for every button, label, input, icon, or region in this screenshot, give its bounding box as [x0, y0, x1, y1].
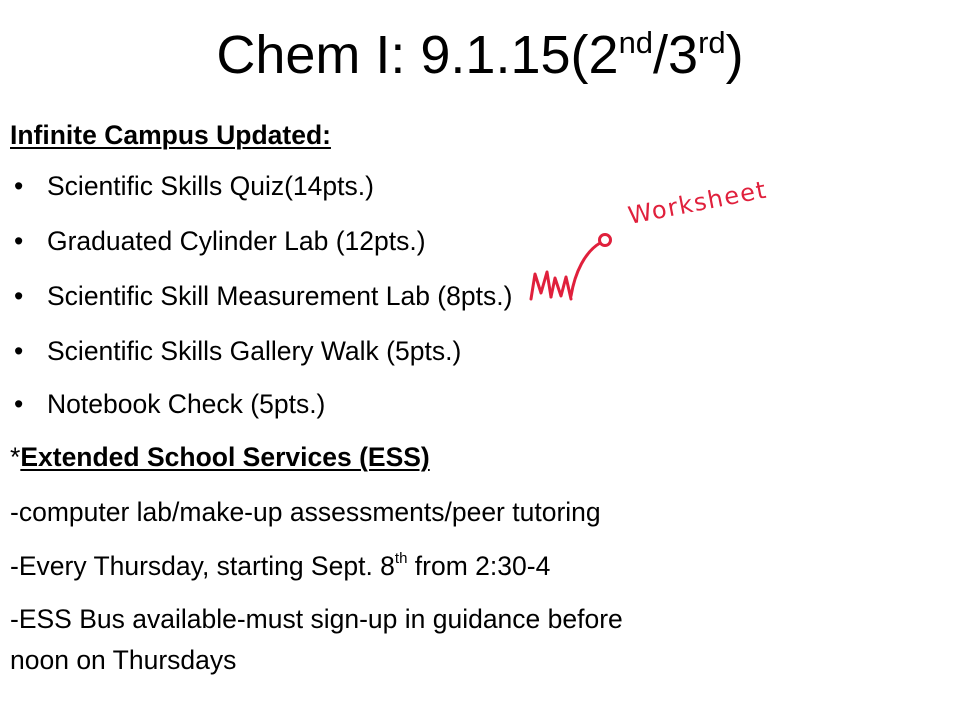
title-superscript-nd: nd: [618, 25, 654, 60]
arrow-loop: [600, 235, 611, 246]
bullet-dot: •: [14, 336, 24, 366]
annotation-strokes: [531, 235, 611, 300]
title-superscript-rd: rd: [698, 25, 726, 60]
ess-heading: [10, 441, 430, 473]
annotation-worksheet-text: Worksheet: [625, 175, 770, 230]
title-main: Chem I: 9.1.15(2: [216, 25, 619, 85]
bullet-text: Notebook Check (5pts.): [47, 389, 326, 419]
ess-detail-line: -computer lab/make-up assessments/peer tutoring: [10, 497, 601, 527]
ess-schedule-text: -Every Thursday, starting Sept. 8: [10, 551, 395, 581]
bullet-text: Graduated Cylinder Lab (12pts.): [47, 226, 426, 256]
ess-schedule-line: [10, 550, 550, 582]
bullet-text: Scientific Skills Gallery Walk (5pts.): [47, 336, 462, 366]
bullet-text: Scientific Skills Quiz(14pts.): [47, 171, 374, 201]
ess-bus-line-continued: noon on Thursdays: [10, 645, 237, 675]
ess-title: Extended School Services (ESS): [20, 442, 430, 472]
bullet-dot: •: [14, 389, 24, 419]
infinite-campus-heading: Infinite Campus Updated:: [10, 120, 331, 150]
bullet-dot: •: [14, 171, 24, 201]
ess-schedule-time: from 2:30-4: [407, 551, 551, 581]
ess-bus-line: -ESS Bus available-must sign-up in guidance before: [10, 604, 623, 634]
bullet-text: Scientific Skill Measurement Lab (8pts.): [47, 281, 513, 311]
ess-asterisk: *: [10, 442, 21, 472]
strike-scribble-left: [531, 272, 551, 299]
ess-schedule-superscript: th: [394, 550, 408, 567]
bullet-dot: •: [14, 226, 24, 256]
bullet-dot: •: [14, 281, 24, 311]
annotation-arrow: [571, 243, 600, 296]
title-middle: /3: [653, 25, 699, 85]
title-end: ): [725, 25, 744, 85]
slide-title: [0, 24, 960, 86]
strike-scribble-right: [551, 277, 571, 299]
